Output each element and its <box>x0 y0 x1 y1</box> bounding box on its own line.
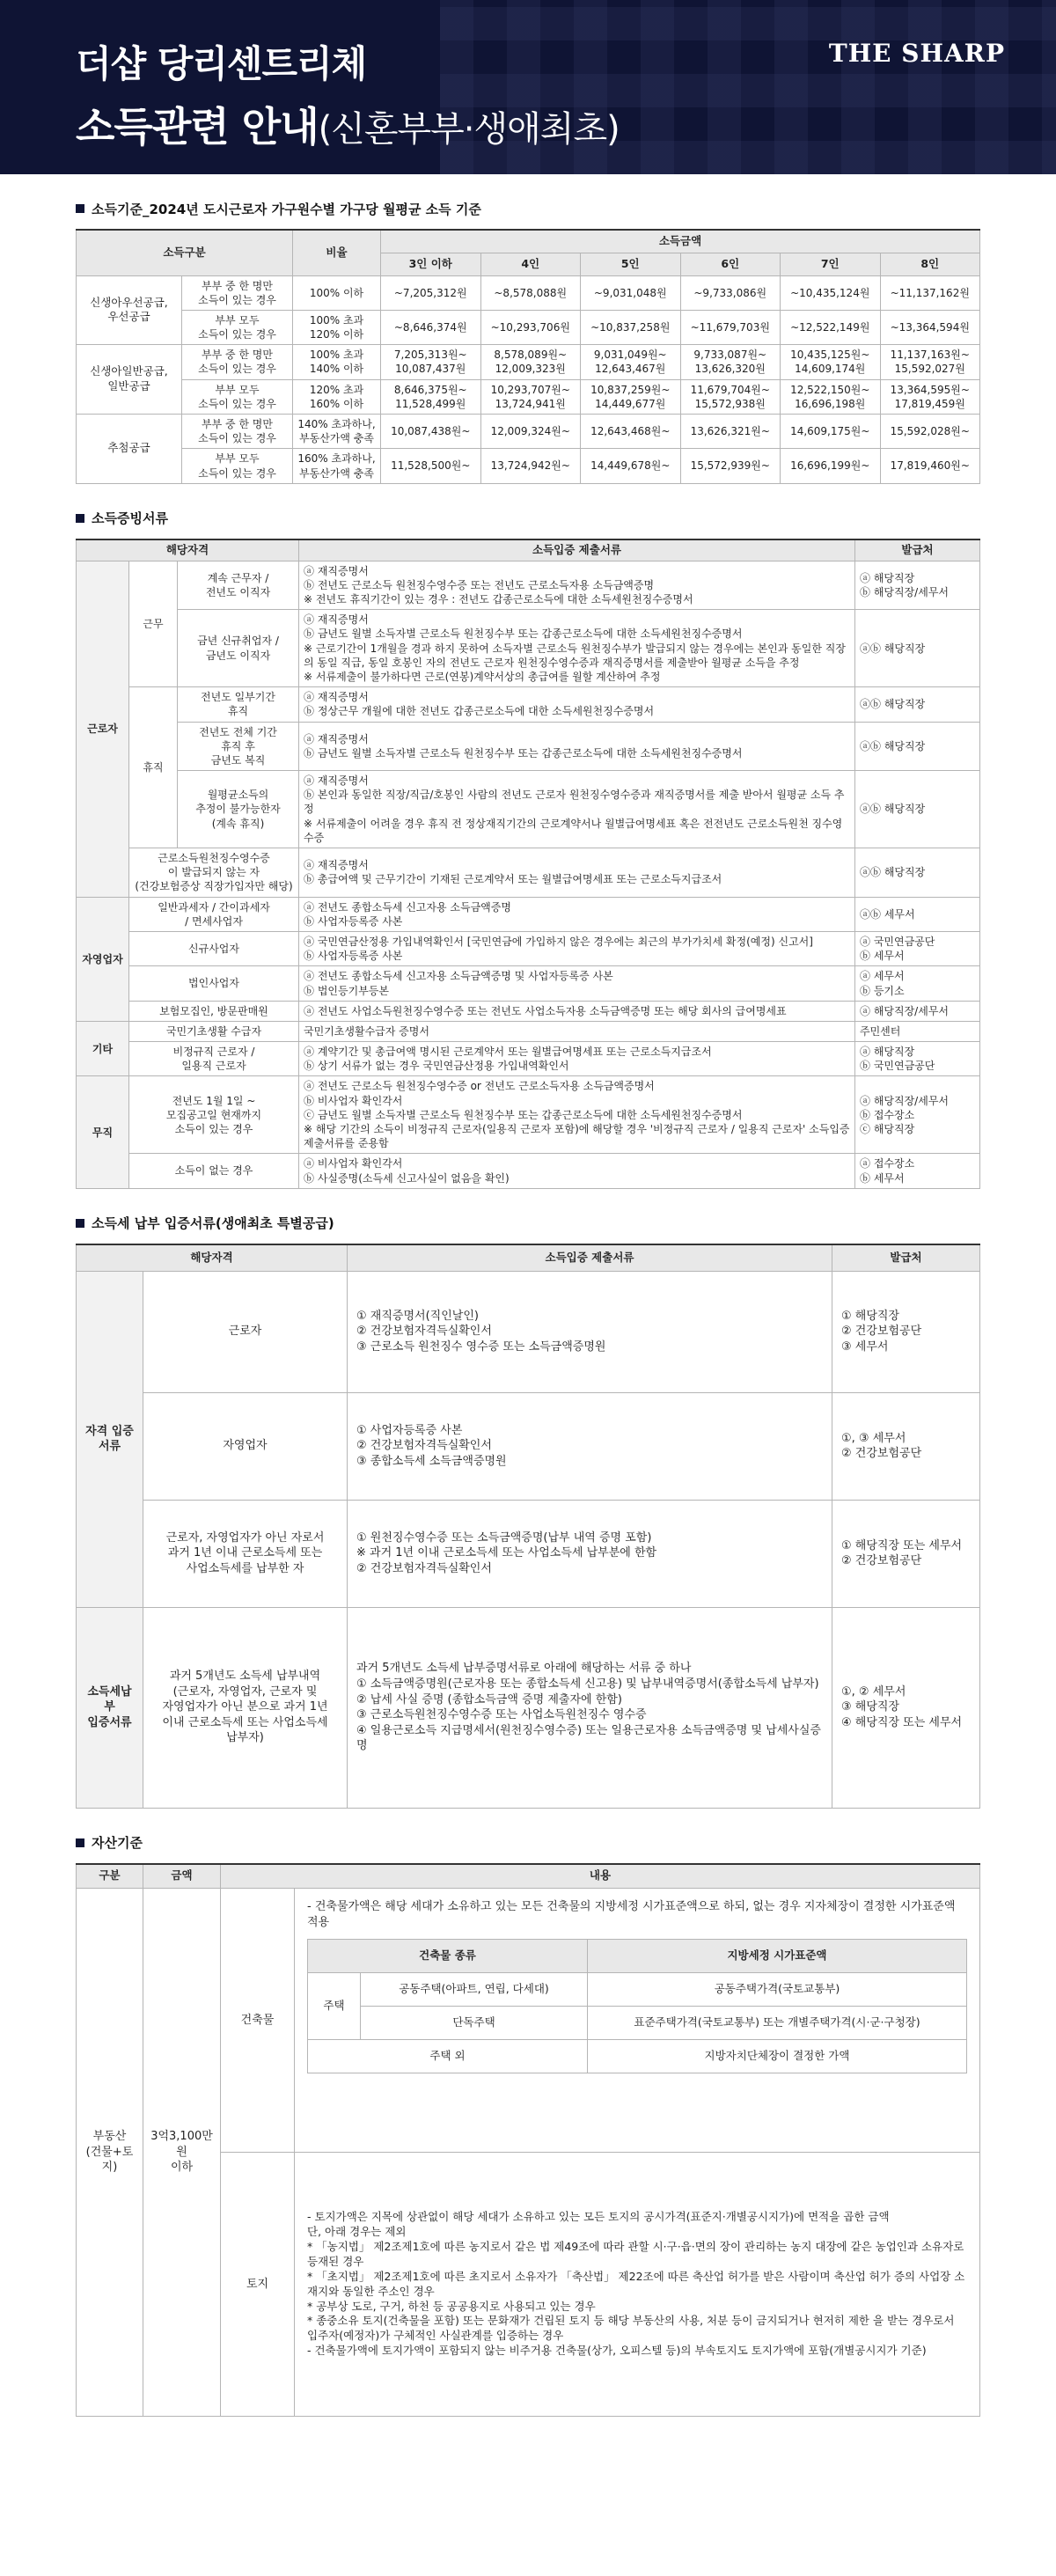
doc-qual: 월평균소득의 추정이 불가능한자 (계속 휴직) <box>178 771 299 848</box>
doc-qual: 소득이 없는 경우 <box>129 1154 299 1188</box>
asset-building-label: 건축물 <box>221 1889 295 2153</box>
tax-issuer: ① 해당직장 또는 세무서 ② 건강보험공단 <box>832 1500 980 1607</box>
tax-docs: ① 재직증명서(직인날인) ② 건강보험자격득실확인서 ③ 근로소득 원천징수 영수증 또는 소득금액증명원 <box>348 1271 832 1392</box>
income-group-name: 신생아일반공급, 일반공급 <box>77 345 182 415</box>
income-group-name: 신생아우선공급, 우선공급 <box>77 275 182 345</box>
doc-group-self-employed: 자영업자 <box>77 897 129 1021</box>
income-ratio: 100% 초과 120% 이하 <box>293 310 381 344</box>
inner-single-std: 표준주택가격(국토교통부) 또는 개별주택가격(시·군·구청장) <box>588 2007 967 2040</box>
doc-docs: ⓐ 재직증명서 ⓑ 총급여액 및 근무기간이 기재된 근로계약서 또는 월별급여명세표 또는 근로소득지급조서 <box>299 848 855 898</box>
income-section-title-text: 소득기준_2024년 도시근로자 가구원수별 가구당 월평균 소득 기준 <box>92 201 481 217</box>
doc-section-title-text: 소득증빙서류 <box>92 510 168 527</box>
income-amount: ~7,205,312원 <box>381 275 481 310</box>
doc-docs: ⓐ 재직증명서 ⓑ 본인과 동일한 직장/직급/호봉인 사람의 전년도 근로자 원천징수영수증과 재직증명서를 제출 받아서 월평균 소득 추정 ※ 서류제출이 어려울 경우 휴직 전 정상재직기간의 근로계약서나 월별급여명세표 혹은 전전년도 근로소득원천 징수영수증 <box>299 771 855 848</box>
income-sub-category: 부부 모두 소득이 있는 경우 <box>182 449 293 483</box>
doc-qual: 비정규직 근로자 / 일용직 근로자 <box>129 1042 299 1076</box>
income-amount: 15,592,028원~ <box>880 415 980 449</box>
asset-building-note: - 건축물가액은 해당 세대가 소유하고 있는 모든 건축물의 지방세정 시가표준액으로 하되, 없는 경우 지자체장이 결정한 시가표준액 적용 <box>307 1900 956 1929</box>
doc-issuer: ⓐⓑ 해당직장 <box>855 771 980 848</box>
doc-subgroup-work: 근무 <box>129 561 178 687</box>
income-header-size: 3인 이하 <box>381 253 481 275</box>
asset-amount: 3억3,100만원 이하 <box>143 1889 221 2417</box>
doc-docs: ⓐ 전년도 종합소득세 신고자용 소득금액증명 ⓑ 사업자등록증 사본 <box>299 897 855 931</box>
building-type-table <box>307 1939 967 2073</box>
asset-header-content: 내용 <box>221 1864 980 1889</box>
doc-issuer: ⓐ 세무서 ⓑ 등기소 <box>855 966 980 1001</box>
doc-issuer: ⓐ 접수장소 ⓑ 세무서 <box>855 1154 980 1188</box>
doc-docs: 국민기초생활수급자 증명서 <box>299 1021 855 1041</box>
doc-header-issuer: 발급처 <box>855 539 980 561</box>
asset-type: 부동산 (건물+토지) <box>77 1889 143 2417</box>
income-amount: ~8,646,374원 <box>381 310 481 344</box>
square-bullet-icon <box>76 514 84 523</box>
tax-header-issuer: 발급처 <box>832 1244 980 1271</box>
income-amount: 10,837,259원~ 14,449,677원 <box>581 379 681 414</box>
income-amount: ~10,435,124원 <box>781 275 881 310</box>
tax-section-title <box>76 1214 1056 1233</box>
income-header-size: 6인 <box>680 253 781 275</box>
tax-group-payment: 소득세납부 입증서류 <box>77 1607 143 1808</box>
income-amount: 12,643,468원~ <box>581 415 681 449</box>
income-row <box>77 449 980 483</box>
hero-title <box>76 95 620 153</box>
tax-qual: 근로자, 자영업자가 아닌 자로서 과거 1년 이내 근로소득세 또는 사업소득세를 납부한 자 <box>143 1500 348 1607</box>
tax-header-docs: 소득입증 제출서류 <box>348 1244 832 1271</box>
income-sub-category: 부부 중 한 명만 소득이 있는 경우 <box>182 415 293 449</box>
tax-qual: 근로자 <box>143 1271 348 1392</box>
tax-section-title-text: 소득세 납부 입증서류(생애최초 특별공급) <box>92 1215 334 1232</box>
income-amount: 17,819,460원~ <box>880 449 980 483</box>
income-table-body <box>77 275 980 483</box>
income-amount: 10,435,125원~ 14,609,174원 <box>781 345 881 379</box>
square-bullet-icon <box>76 1219 84 1228</box>
doc-table <box>76 539 980 1189</box>
income-row <box>77 275 980 310</box>
doc-qual: 전년도 전체 기간 휴직 후 금년도 복직 <box>178 722 299 771</box>
income-header-ratio: 비율 <box>293 230 381 275</box>
doc-issuer: ⓐⓑ 세무서 <box>855 897 980 931</box>
asset-building-cell <box>295 1889 980 2153</box>
income-amount: 10,293,707원~ 13,724,941원 <box>480 379 581 414</box>
tax-qual: 자영업자 <box>143 1392 348 1500</box>
doc-qual: 보험모집인, 방문판매원 <box>129 1001 299 1021</box>
income-amount: ~9,733,086원 <box>680 275 781 310</box>
doc-issuer: ⓐⓑ 해당직장 <box>855 722 980 771</box>
doc-header-qual: 해당자격 <box>77 539 299 561</box>
doc-qual: 근로소득원천징수영수증 이 발급되지 않는 자 (건강보험증상 직장가입자만 해당) <box>129 848 299 898</box>
doc-docs: ⓐ 재직증명서 ⓑ 금년도 월별 소득자별 근로소득 원천징수부 또는 갑종근로소득에 대한 소득세원천징수증명서 ※ 근로기간이 1개월을 경과 하지 못하여 소득자별 근로소득 원천징수부가 발급되지 않는 경우에는 본인과 동일한 직장의 동일 직급, 동일 호봉인 자의 전년도 근로자 원천징수영수증과 재직증명서를 제출받아 월평균 소득을 추정 ※ 서류제출이 불가하다면 근로(연봉)계약서상의 총급여를 월할 계산하여 추정 <box>299 610 855 687</box>
doc-issuer: ⓐ 해당직장 ⓑ 국민연금공단 <box>855 1042 980 1076</box>
inner-house: 주택 <box>308 1973 361 2040</box>
income-group-name: 추첨공급 <box>77 415 182 484</box>
income-amount: 12,522,150원~ 16,696,198원 <box>781 379 881 414</box>
income-amount: 14,609,175원~ <box>781 415 881 449</box>
income-sub-category: 부부 모두 소득이 있는 경우 <box>182 310 293 344</box>
income-header-size: 8인 <box>880 253 980 275</box>
doc-group-employee: 근로자 <box>77 561 129 897</box>
income-ratio: 100% 초과 140% 이하 <box>293 345 381 379</box>
income-amount: ~10,293,706원 <box>480 310 581 344</box>
income-amount: 13,626,321원~ <box>680 415 781 449</box>
income-section-title <box>76 199 1056 218</box>
asset-section-title-text: 자산기준 <box>92 1835 143 1852</box>
income-amount: 12,009,324원~ <box>480 415 581 449</box>
doc-section-title <box>76 509 1056 528</box>
asset-section-title <box>76 1833 1056 1853</box>
tax-docs: 과거 5개년도 소득세 납부증명서류로 아래에 해당하는 서류 중 하나 ① 소득금액증명원(근로자용 또는 종합소득세 신고용) 및 납부내역증명서(종합소득세 납부자) ② 납세 사실 증명 (종합소득금액 증명 제출자에 한함) ③ 근로소득원천징수영수증 또는 사업소득원천징수 영수증 ④ 일용근로소득 지급명세서(원천징수영수증) 또는 일용근로자용 소득금액증명 및 납세사실증명 <box>348 1607 832 1808</box>
square-bullet-icon <box>76 1838 84 1847</box>
income-amount: 11,137,163원~ 15,592,027원 <box>880 345 980 379</box>
tax-header-qual: 해당자격 <box>77 1244 348 1271</box>
income-row <box>77 379 980 414</box>
doc-issuer: ⓐ 해당직장/세무서 ⓑ 접수장소 ⓒ 해당직장 <box>855 1076 980 1154</box>
doc-qual: 법인사업자 <box>129 966 299 1001</box>
income-amount: 13,364,595원~ 17,819,459원 <box>880 379 980 414</box>
hero-title-main: 소득관련 안내 <box>76 103 319 150</box>
income-amount: ~8,578,088원 <box>480 275 581 310</box>
doc-header-docs: 소득입증 제출서류 <box>299 539 855 561</box>
doc-qual: 국민기초생활 수급자 <box>129 1021 299 1041</box>
income-amount: 13,724,942원~ <box>480 449 581 483</box>
income-sub-category: 부부 중 한 명만 소득이 있는 경우 <box>182 275 293 310</box>
asset-land-note: - 토지가액은 지목에 상관없이 해당 세대가 소유하고 있는 모든 토지의 공시가격(표준지·개별공시지가)에 면적을 곱한 금액 단, 아래 경우는 제외 * 「농지법」 제2조제1호에 따른 농지로서 같은 법 제49조에 따라 관할 시·구·읍·면의 장이 관리하는 농지 대장에 같은 농업인과 소유자로 등재된 경우 * 「초지법」 제2조제1호에 따른 초지로서 소유자가 「축산법」 제22조에 따른 축산업 허가를 받은 사람이며 축산업 허가 증의 사업장 소재지와 동일한 주소인 경우 * 공부상 도로, 구거, 하천 등 공공용지로 사용되고 있는 경우 * 종중소유 토지(건축물을 포함) 또는 문화재가 건립된 토지 등 해당 부동산의 사용, 처분 등이 금지되거나 현저히 제한 을 받는 경우로서 입주자(예정자)가 구체적인 사실관계를 입증하는 경우 - 건축물가액에 토지가액이 포함되지 않는 비주거용 건축물(상가, 오피스텔 등)의 부속토지도 토지가액에 포함(개별공시지가 기준) <box>295 2153 980 2417</box>
doc-issuer: ⓐⓑ 해당직장 <box>855 610 980 687</box>
income-amount: 8,646,375원~ 11,528,499원 <box>381 379 481 414</box>
inner-nonhouse: 주택 외 <box>308 2040 588 2073</box>
inner-apt: 공동주택(아파트, 연립, 다세대) <box>361 1973 588 2007</box>
doc-qual: 신규사업자 <box>129 931 299 965</box>
doc-group-unemployed: 무직 <box>77 1076 129 1188</box>
income-table <box>76 229 980 484</box>
income-ratio: 100% 이하 <box>293 275 381 310</box>
tax-docs: ① 원천징수영수증 또는 소득금액증명(납부 내역 증명 포함) ※ 과거 1년 이내 근로소득세 또는 사업소득세 납부분에 한함 ② 건강보험자격득실확인서 <box>348 1500 832 1607</box>
doc-docs: ⓐ 재직증명서 ⓑ 정상근무 개월에 대한 전년도 갑종근로소득에 대한 소득세원천징수증명서 <box>299 687 855 722</box>
income-sub-category: 부부 모두 소득이 있는 경우 <box>182 379 293 414</box>
asset-header-type: 구분 <box>77 1864 143 1889</box>
doc-subgroup-leave: 휴직 <box>129 687 178 848</box>
doc-issuer: ⓐⓑ 해당직장 <box>855 687 980 722</box>
tax-table <box>76 1244 980 1809</box>
income-header-category: 소득구분 <box>77 230 293 275</box>
tax-docs: ① 사업자등록증 사본 ② 건강보험자격득실확인서 ③ 종합소득세 소득금액증명원 <box>348 1392 832 1500</box>
doc-docs: ⓐ 전년도 근로소득 원천징수영수증 or 전년도 근로소득자용 소득금액증명서 ⓑ 비사업자 확인각서 ⓒ 금년도 월별 소득자별 근로소득 원천징수부 또는 갑종근로소득에 대한 소득세원천징수증명서 ※ 해당 기간의 소득이 비정규직 근로자(일용직 근로자 포함)에 해당할 경우 '비정규직 근로자 / 일용직 근로자' 소득입증제출서류를 준용함 <box>299 1076 855 1154</box>
inner-apt-std: 공동주택가격(국토교통부) <box>588 1973 967 2007</box>
income-header-amount: 소득금액 <box>381 230 980 253</box>
income-amount: 11,528,500원~ <box>381 449 481 483</box>
doc-qual: 전년도 1월 1일 ~ 모집공고일 현재까지 소득이 있는 경우 <box>129 1076 299 1154</box>
income-ratio: 120% 초과 160% 이하 <box>293 379 381 414</box>
income-amount: ~10,837,258원 <box>581 310 681 344</box>
doc-docs: ⓐ 재직증명서 ⓑ 전년도 근로소득 원천징수영수증 또는 전년도 근로소득자용 소득금액증명 ※ 전년도 휴직기간이 있는 경우 : 전년도 갑종근로소득에 대한 소득세원천징수증명서 <box>299 561 855 610</box>
income-ratio: 140% 초과하나, 부동산가액 충족 <box>293 415 381 449</box>
doc-issuer: ⓐ 해당직장 ⓑ 해당직장/세무서 <box>855 561 980 610</box>
income-row <box>77 345 980 379</box>
tax-issuer: ①, ③ 세무서 ② 건강보험공단 <box>832 1392 980 1500</box>
income-amount: 8,578,089원~ 12,009,323원 <box>480 345 581 379</box>
income-amount: ~12,522,149원 <box>781 310 881 344</box>
income-amount: ~9,031,048원 <box>581 275 681 310</box>
income-amount: 11,679,704원~ 15,572,938원 <box>680 379 781 414</box>
doc-issuer: ⓐ 국민연금공단 ⓑ 세무서 <box>855 931 980 965</box>
tax-issuer: ①, ② 세무서 ③ 해당직장 ④ 해당직장 또는 세무서 <box>832 1607 980 1808</box>
doc-qual: 일반과세자 / 간이과세자 / 면세사업자 <box>129 897 299 931</box>
income-amount: 9,733,087원~ 13,626,320원 <box>680 345 781 379</box>
tax-issuer: ① 해당직장 ② 건강보험공단 ③ 세무서 <box>832 1271 980 1392</box>
doc-qual: 전년도 일부기간 휴직 <box>178 687 299 722</box>
tax-qual: 과거 5개년도 소득세 납부내역 (근로자, 자영업자, 근로자 및 자영업자가 아닌 분으로 과거 1년 이내 근로소득세 또는 사업소득세 납부자) <box>143 1607 348 1808</box>
income-header-size: 4인 <box>480 253 581 275</box>
income-amount: 14,449,678원~ <box>581 449 681 483</box>
income-header-size: 7인 <box>781 253 881 275</box>
tax-group-qualification: 자격 입증 서류 <box>77 1271 143 1607</box>
doc-qual: 금년 신규취업자 / 금년도 이직자 <box>178 610 299 687</box>
doc-issuer: ⓐ 해당직장/세무서 <box>855 1001 980 1021</box>
inner-single: 단독주택 <box>361 2007 588 2040</box>
doc-issuer: ⓐⓑ 해당직장 <box>855 848 980 898</box>
income-amount: ~11,679,703원 <box>680 310 781 344</box>
income-amount: 9,031,049원~ 12,643,467원 <box>581 345 681 379</box>
doc-docs: ⓐ 재직증명서 ⓑ 금년도 월별 소득자별 근로소득 원천징수부 또는 갑종근로소득에 대한 소득세원천징수증명서 <box>299 722 855 771</box>
doc-docs: ⓐ 전년도 사업소득원천징수영수증 또는 전년도 사업소득자용 소득금액증명 또는 해당 회사의 급여명세표 <box>299 1001 855 1021</box>
income-sub-category: 부부 중 한 명만 소득이 있는 경우 <box>182 345 293 379</box>
doc-issuer: 주민센터 <box>855 1021 980 1041</box>
doc-docs: ⓐ 비사업자 확인각서 ⓑ 사실증명(소득세 신고사실이 없음을 확인) <box>299 1154 855 1188</box>
hero-banner <box>0 0 1056 174</box>
doc-qual: 계속 근무자 / 전년도 이직자 <box>178 561 299 610</box>
hero-subtitle: 더샵 당리센트리체 <box>76 42 367 85</box>
income-header-size: 5인 <box>581 253 681 275</box>
inner-header-std: 지방세정 시가표준액 <box>588 1940 967 1973</box>
brand-logo: THE SHARP <box>828 39 1005 68</box>
square-bullet-icon <box>76 204 84 213</box>
income-ratio: 160% 초과하나, 부동산가액 충족 <box>293 449 381 483</box>
doc-group-other: 기타 <box>77 1021 129 1076</box>
inner-header-kind: 건축물 종류 <box>308 1940 588 1973</box>
income-amount: ~11,137,162원 <box>880 275 980 310</box>
asset-land-label: 토지 <box>221 2153 295 2417</box>
income-amount: 15,572,939원~ <box>680 449 781 483</box>
income-amount: 7,205,313원~ 10,087,437원 <box>381 345 481 379</box>
income-row <box>77 415 980 449</box>
doc-docs: ⓐ 전년도 종합소득세 신고자용 소득금액증명 및 사업자등록증 사본 ⓑ 법인등기부등본 <box>299 966 855 1001</box>
inner-nonhouse-std: 지방자치단체장이 결정한 가액 <box>588 2040 967 2073</box>
asset-header-amount: 금액 <box>143 1864 221 1889</box>
asset-table <box>76 1863 980 2418</box>
income-amount: ~13,364,594원 <box>880 310 980 344</box>
doc-docs: ⓐ 국민연금산정용 가입내역확인서 [국민연금에 가입하지 않은 경우에는 최근의 부가가치세 확정(예정) 신고서] ⓑ 사업자등록증 사본 <box>299 931 855 965</box>
income-amount: 10,087,438원~ <box>381 415 481 449</box>
income-row <box>77 310 980 344</box>
hero-title-paren: (신혼부부·생애최초) <box>318 109 620 150</box>
income-amount: 16,696,199원~ <box>781 449 881 483</box>
doc-docs: ⓐ 계약기간 및 총급여액 명시된 근로계약서 또는 월별급여명세표 또는 근로소득지급조서 ⓑ 상기 서류가 없는 경우 국민연금산정용 가입내역확인서 <box>299 1042 855 1076</box>
